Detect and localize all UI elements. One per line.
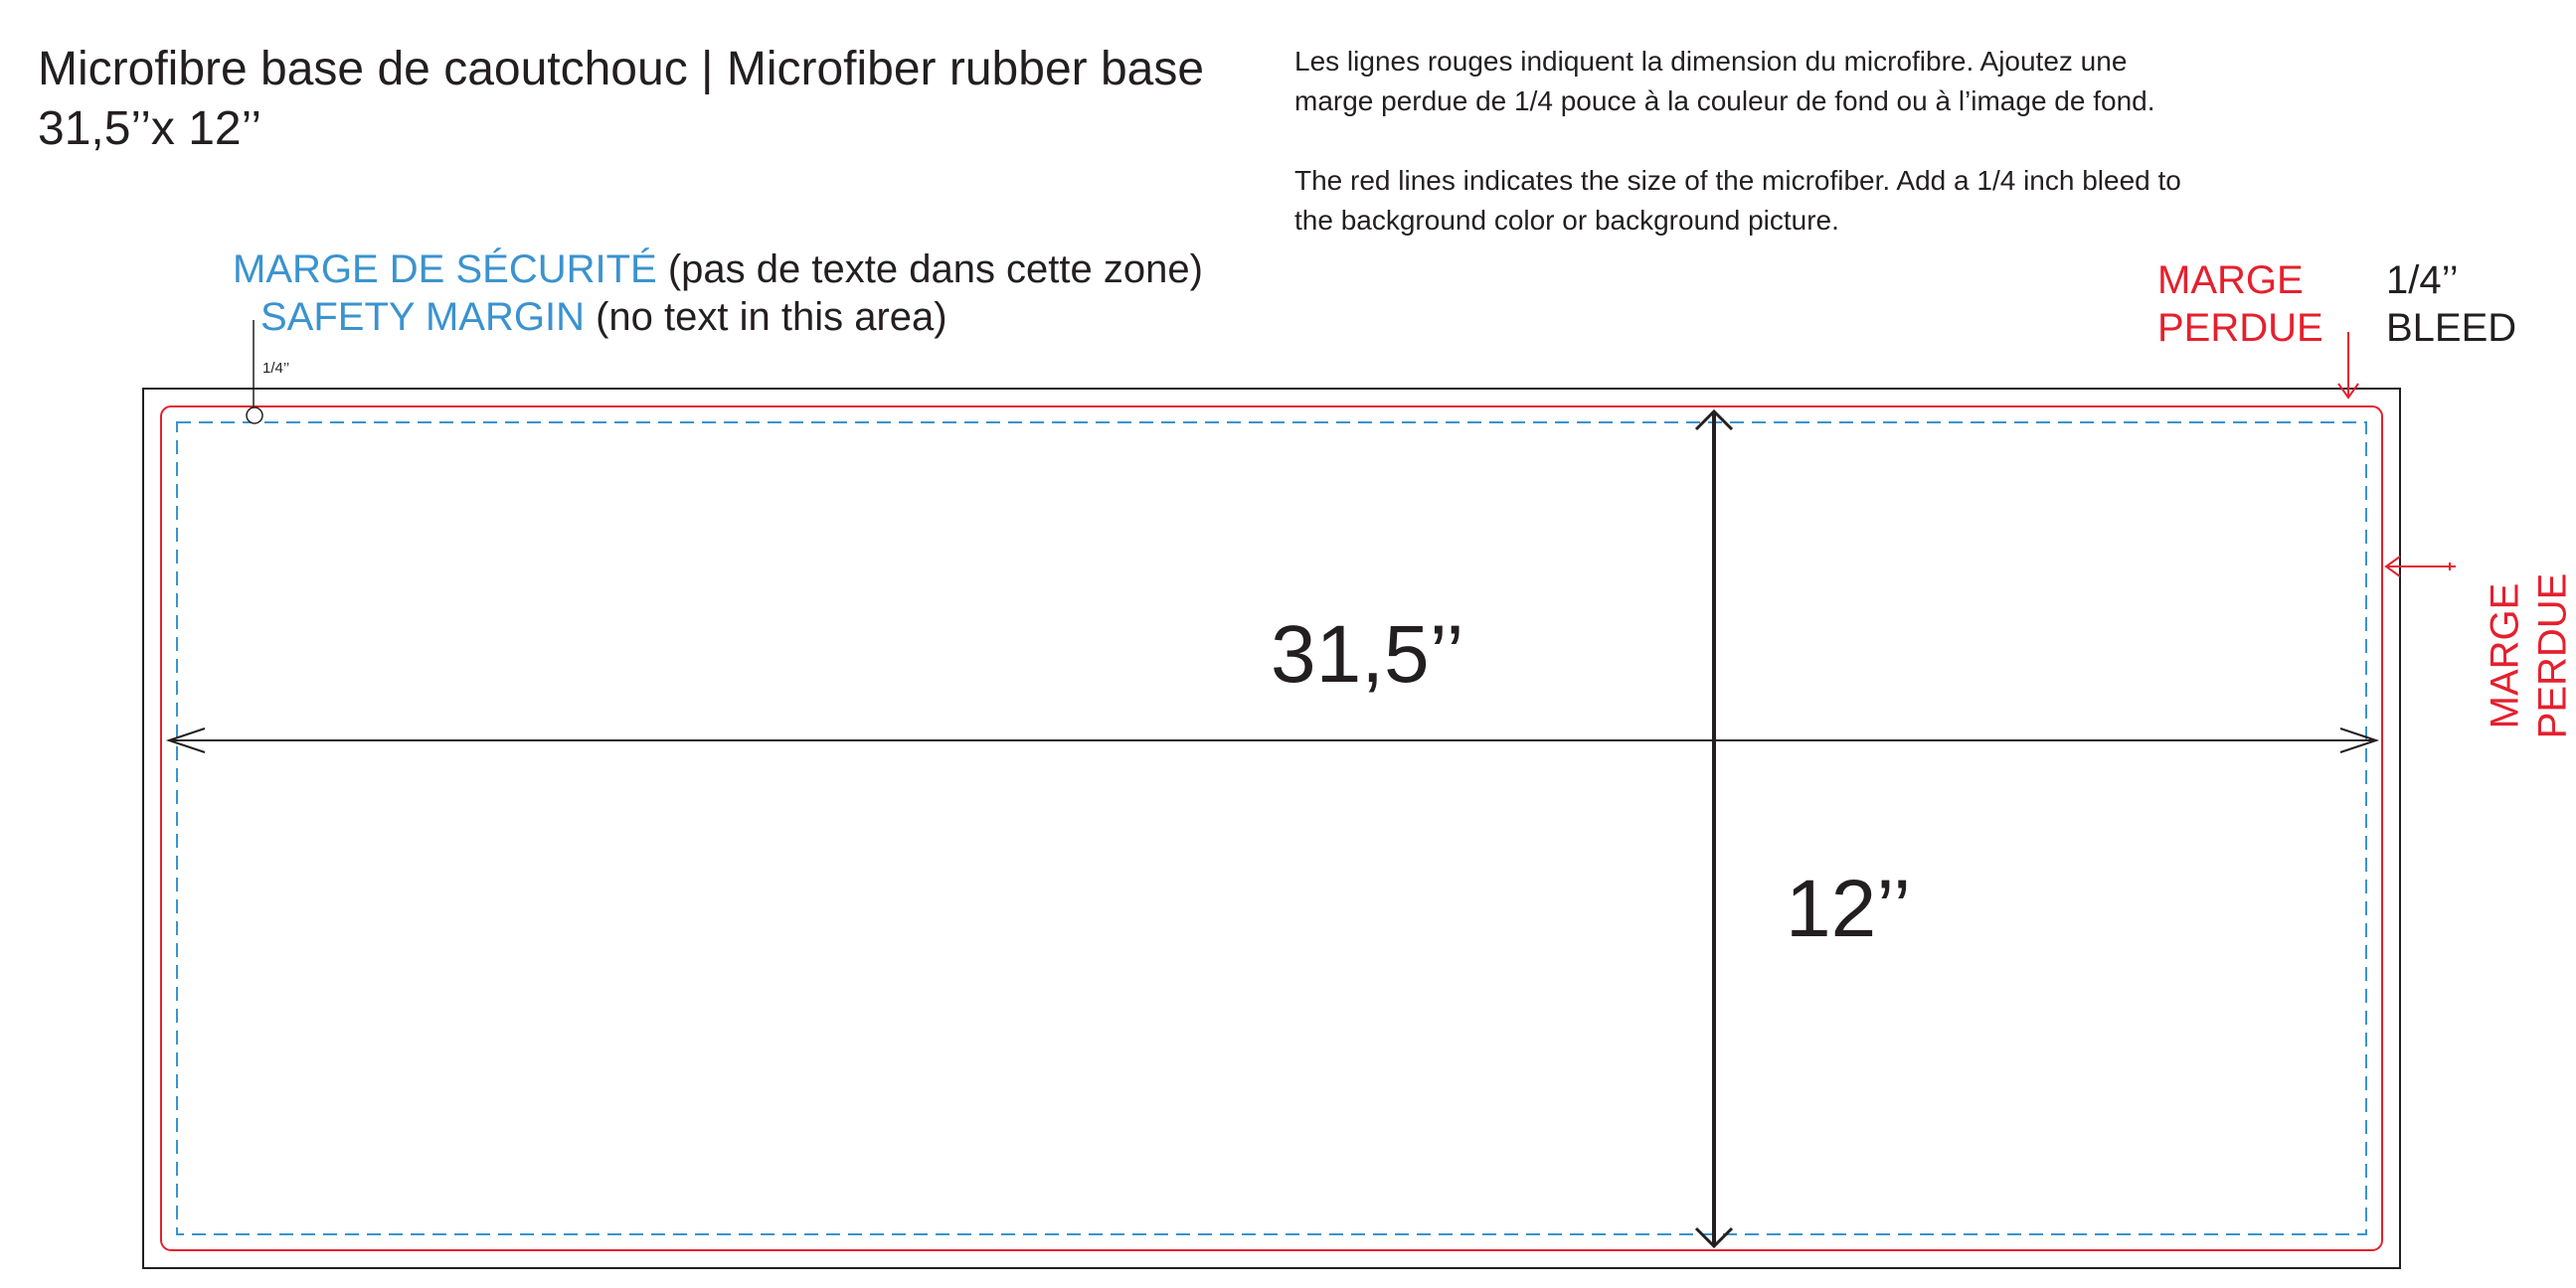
bleed-boundary — [143, 389, 2400, 1268]
height-dimension-label: 12’’ — [1786, 864, 1912, 954]
note-english: The red lines indicates the size of the microfiber. Add a 1/4 inch bleed to the background color or background picture. — [1294, 165, 2181, 236]
bleed-label-en-text: BLEED — [2386, 306, 2517, 350]
bleed-label-fr-side-line2: PERDUE — [2530, 572, 2575, 739]
safety-pointer-dot — [247, 407, 262, 423]
width-dimension-label: 31,5’’ — [1271, 609, 1464, 700]
bleed-label-fr-side-line1: MARGE — [2483, 582, 2527, 729]
safety-margin-en-title: SAFETY MARGIN — [260, 295, 585, 339]
note-french: Les lignes rouges indiquent la dimension du microfibre. Ajoutez une marge perdue de 1/4 pouce à la couleur de fond ou à l’image de fond. — [1294, 46, 2155, 116]
safety-line — [177, 422, 2366, 1234]
cut-line — [161, 406, 2382, 1250]
title-line-1: Microfibre base de caoutchouc | Microfiber rubber base — [38, 43, 1205, 95]
safety-margin-fr-title: MARGE DE SÉCURITÉ — [233, 247, 657, 291]
title-line-2: 31,5’’x 12’’ — [38, 102, 262, 155]
safety-margin-fr-note: (pas de texte dans cette zone) — [667, 247, 1203, 291]
bleed-size: 1/4’’ — [2386, 258, 2459, 302]
bleed-label-fr-top-line2: PERDUE — [2157, 306, 2323, 350]
bleed-label-fr-top-line1: MARGE — [2157, 258, 2304, 302]
safety-margin-size: 1/4’’ — [262, 360, 290, 377]
safety-margin-en-note: (no text in this area) — [596, 295, 947, 339]
